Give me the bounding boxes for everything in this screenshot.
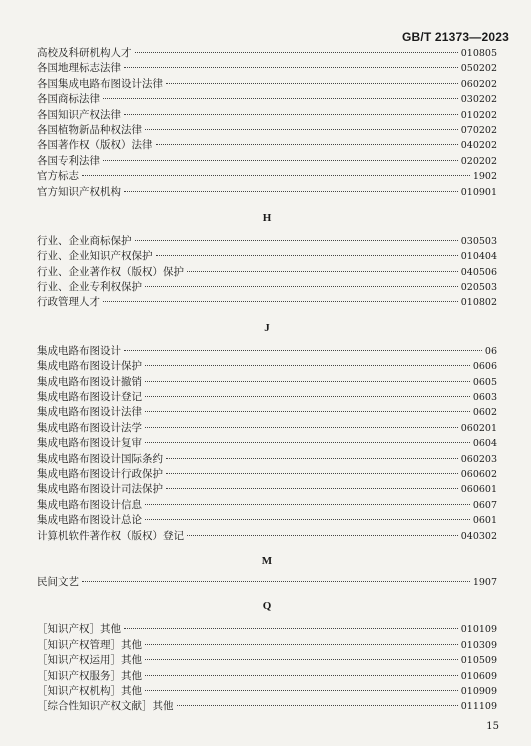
- leader-dots: [82, 175, 470, 176]
- leader-dots: [145, 396, 470, 397]
- leader-dots: [103, 301, 458, 302]
- section-letter-j: J: [264, 321, 270, 334]
- leader-dots: [135, 240, 458, 241]
- leader-dots: [145, 411, 470, 412]
- index-entry: 行业、企业商标保护 030503: [37, 234, 497, 247]
- index-entry: 集成电路布图设计国际条约 060203: [37, 452, 497, 465]
- index-entry: 各国地理标志法律 050202: [37, 62, 497, 75]
- index-entry: ［知识产权］其他 010109: [37, 623, 497, 636]
- leader-dots: [145, 504, 470, 505]
- index-entry: ［知识产权服务］其他 010609: [37, 669, 497, 682]
- page-number: 15: [486, 721, 499, 732]
- leader-dots: [145, 365, 470, 366]
- index-entry: ［知识产权管理］其他 010309: [37, 638, 497, 651]
- index-entry: 集成电路布图设计登记 0603: [37, 391, 497, 404]
- index-entry: ［知识产权运用］其他 010509: [37, 654, 497, 667]
- leader-dots: [166, 458, 458, 459]
- index-entry: 行业、企业著作权（版权）保护 040506: [37, 265, 497, 278]
- index-entry: 集成电路布图设计法学 060201: [37, 421, 497, 434]
- index-entry: 官方标志 1902: [37, 170, 497, 183]
- leader-dots: [145, 381, 470, 382]
- leader-dots: [124, 628, 458, 629]
- index-entry: ［综合性知识产权文献］其他 011109: [37, 700, 497, 713]
- leader-dots: [124, 114, 458, 115]
- index-entry: 集成电路布图设计法律 0602: [37, 406, 497, 419]
- index-entry: 集成电路布图设计保护 0606: [37, 360, 497, 373]
- leader-dots: [166, 83, 458, 84]
- leader-dots: [124, 191, 458, 192]
- index-section-m: [37, 575, 497, 590]
- index-entry: 民间文艺 1907: [37, 575, 497, 588]
- index-entry: 各国知识产权法律 010202: [37, 108, 497, 121]
- index-entry: 集成电路布图设计撤销 0605: [37, 375, 497, 388]
- index-entry: 各国商标法律 030202: [37, 93, 497, 106]
- index-entry: 各国专利法律 020202: [37, 154, 497, 167]
- leader-dots: [156, 144, 458, 145]
- leader-dots: [166, 488, 458, 489]
- index-entry: 行业、企业知识产权保护 010404: [37, 250, 497, 263]
- section-letter-q: Q: [262, 600, 272, 613]
- leader-dots: [145, 519, 470, 520]
- leader-dots: [145, 427, 458, 428]
- leader-dots: [145, 690, 458, 691]
- index-section-g: [37, 46, 497, 200]
- index-content: [37, 46, 497, 715]
- index-entry: 集成电路布图设计 06: [37, 344, 497, 357]
- leader-dots: [145, 659, 458, 660]
- index-entry: 高校及科研机构人才 010805: [37, 47, 497, 59]
- index-section-h: [37, 234, 497, 311]
- index-section-q: [37, 622, 497, 714]
- index-entry: 集成电路布图设计信息 0607: [37, 498, 497, 511]
- index-entry: 各国植物新品种权法律 070202: [37, 123, 497, 136]
- index-entry: ［知识产权机构］其他 010909: [37, 684, 497, 697]
- index-entry: 集成电路布图设计总论 0601: [37, 514, 497, 527]
- index-entry: 官方知识产权机构 010901: [37, 185, 497, 198]
- leader-dots: [145, 675, 458, 676]
- leader-dots: [145, 442, 470, 443]
- index-entry: 计算机软件著作权（版权）登记 040302: [37, 529, 497, 542]
- leader-dots: [177, 705, 458, 706]
- index-entry: 集成电路布图设计复审 0604: [37, 437, 497, 450]
- leader-dots: [145, 286, 458, 287]
- index-entry: 集成电路布图设计行政保护 060602: [37, 467, 497, 480]
- section-letter-h: H: [262, 211, 272, 224]
- leader-dots: [135, 52, 458, 53]
- leader-dots: [124, 67, 458, 68]
- leader-dots: [156, 255, 458, 256]
- leader-dots: [82, 581, 470, 582]
- index-entry: 各国集成电路布图设计法律 060202: [37, 77, 497, 90]
- leader-dots: [187, 535, 458, 536]
- standard-code-header: GB/T 21373—2023: [401, 30, 509, 44]
- leader-dots: [145, 644, 458, 645]
- section-letter-m: M: [261, 554, 273, 567]
- index-entry: 行政管理人才 010802: [37, 296, 497, 309]
- index-section-j: [37, 344, 497, 544]
- index-entry: 行业、企业专利权保护 020503: [37, 281, 497, 294]
- leader-dots: [145, 129, 458, 130]
- leader-dots: [166, 473, 458, 474]
- leader-dots: [103, 98, 458, 99]
- leader-dots: [103, 160, 458, 161]
- index-entry: 集成电路布图设计司法保护 060601: [37, 483, 497, 496]
- index-entry: 各国著作权（版权）法律 040202: [37, 139, 497, 152]
- leader-dots: [187, 271, 458, 272]
- leader-dots: [124, 350, 482, 351]
